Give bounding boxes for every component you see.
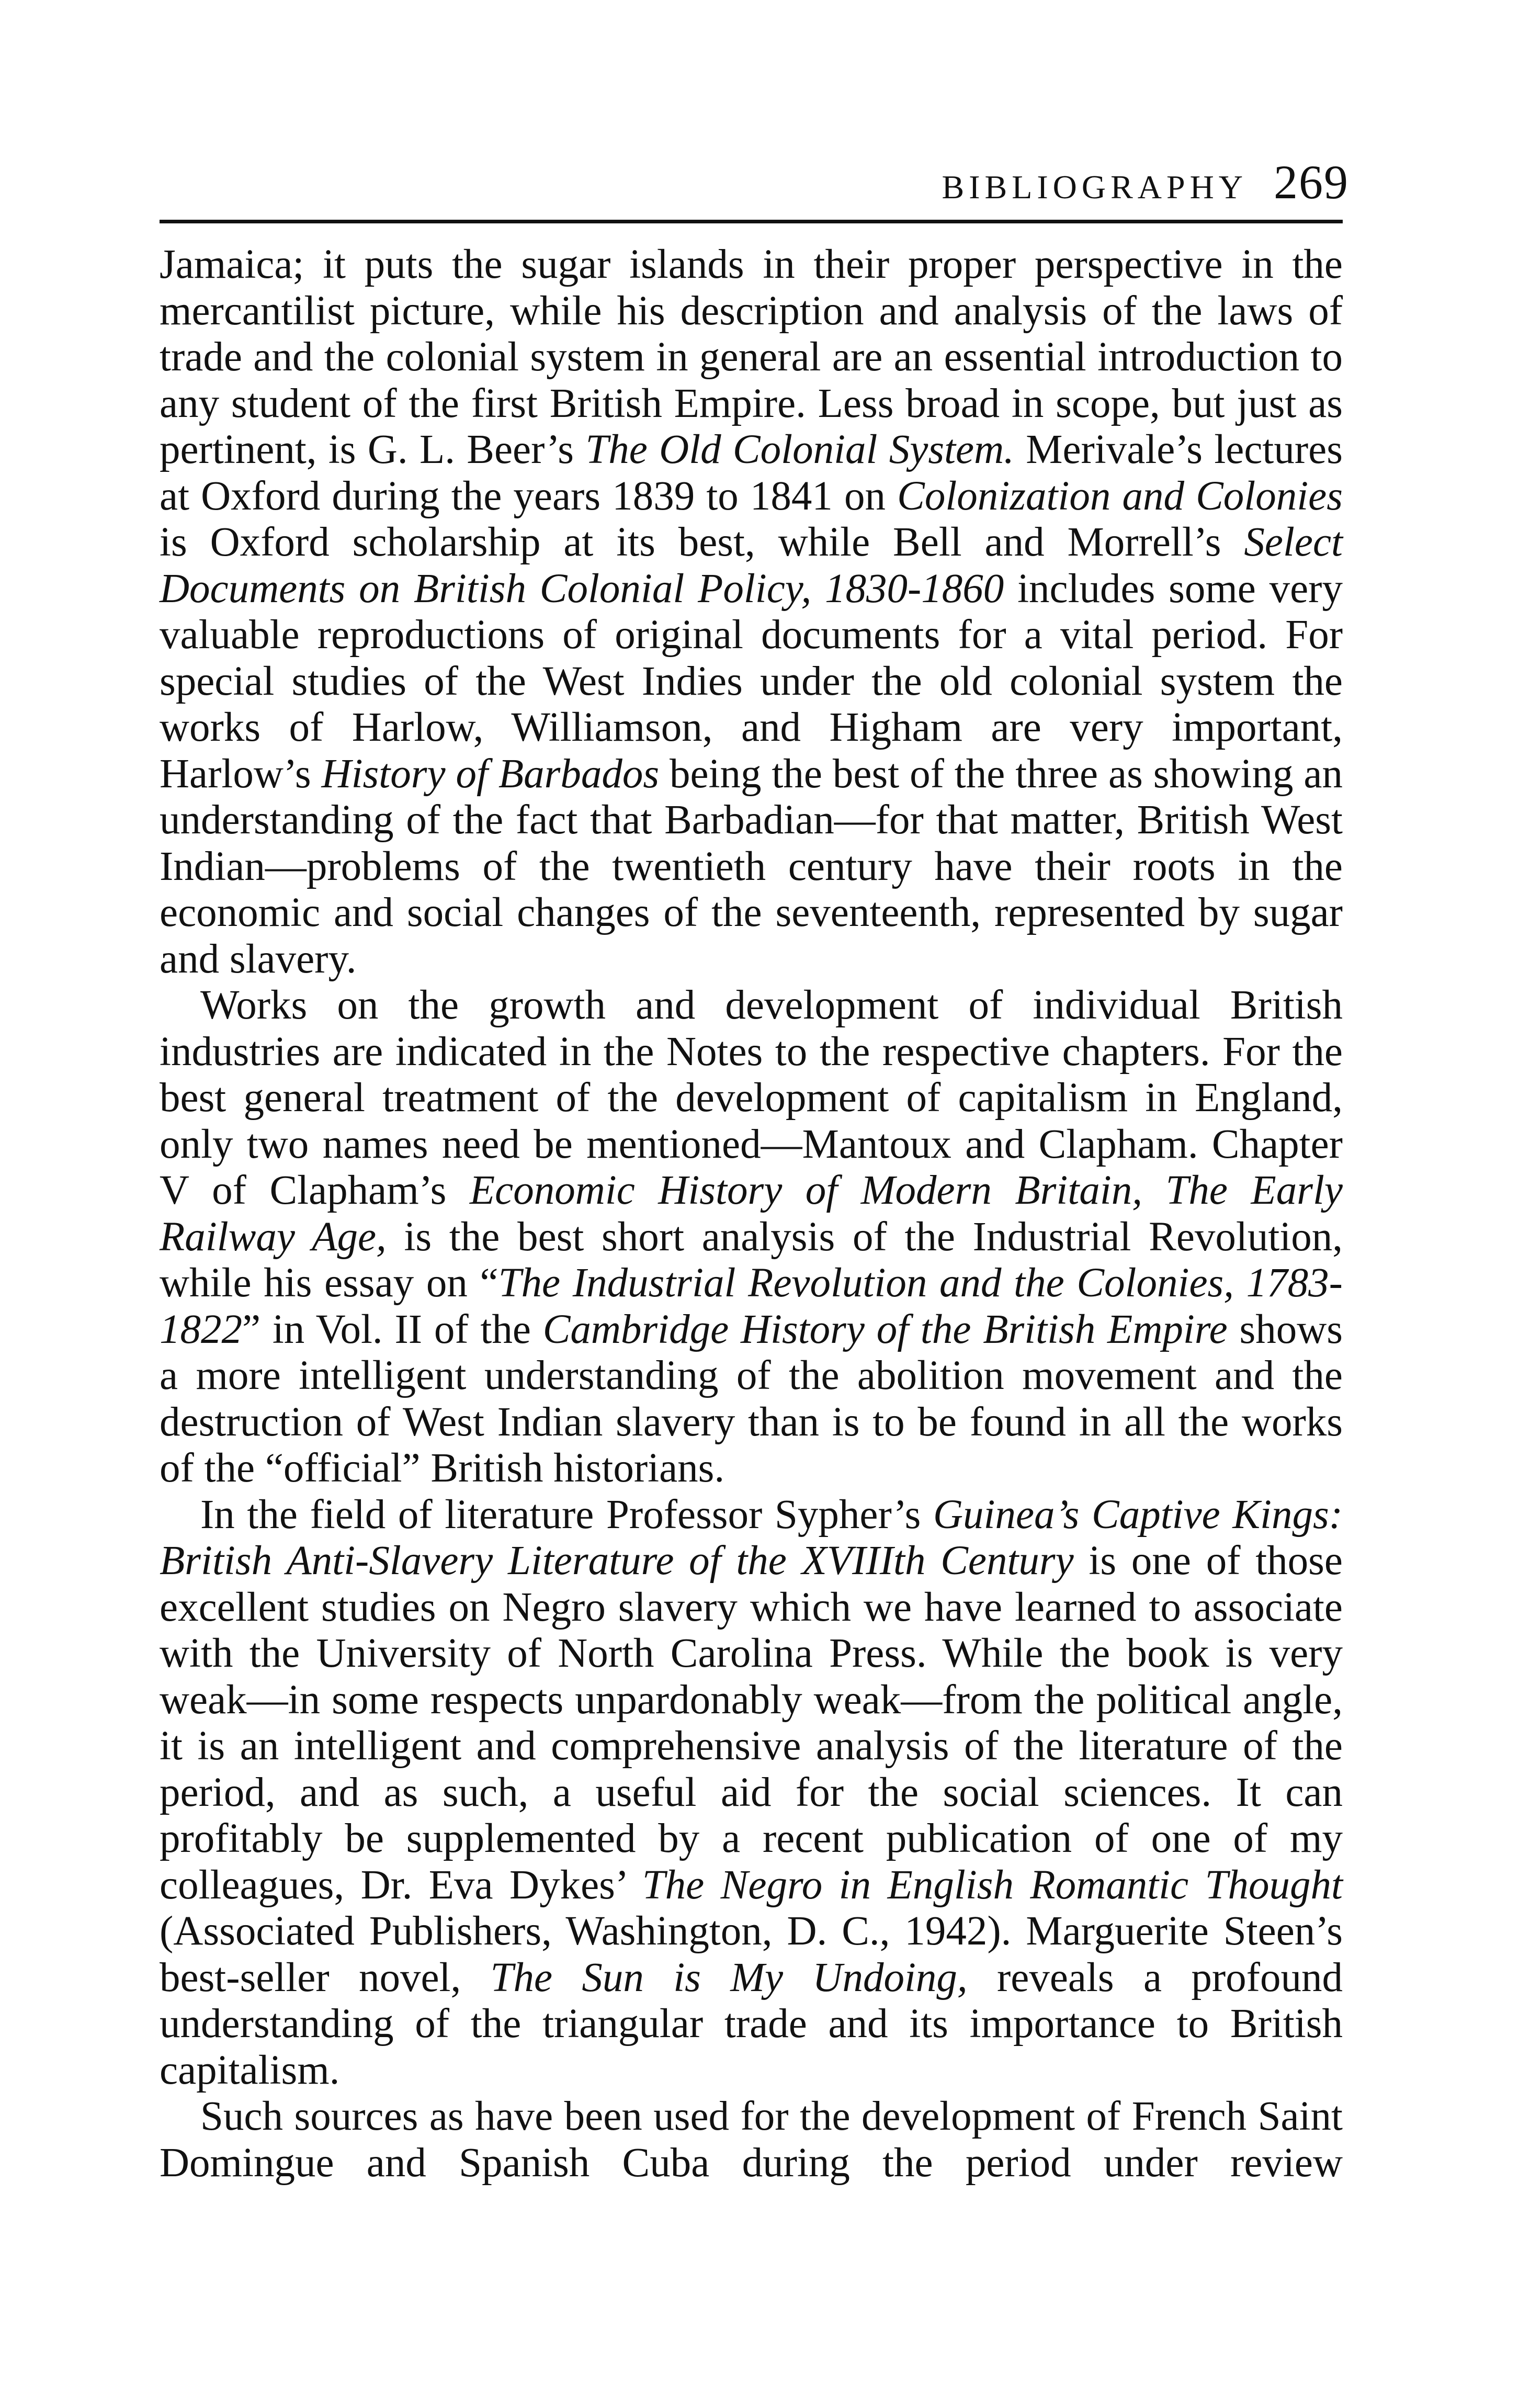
- book-title: The Negro in English Romantic Thought: [642, 1862, 1343, 1908]
- book-title: History of Barbados: [321, 751, 660, 797]
- book-title: Select Documents on British Colonial Policy, 1830-1860: [160, 519, 1343, 612]
- book-title: Cambridge History of the British Empire: [542, 1306, 1228, 1352]
- paragraph-text: reveals a profound understanding of the triangular trade and its importance to British capitalism.: [160, 1954, 1343, 2093]
- paragraph-text: ” in Vol. II of the: [242, 1306, 543, 1352]
- paragraph-text: is one of those excellent studies on Negro slavery which we have learned to associate with the University of North Carolina Press. While the book is very weak—in some respects unpardonably weak—from the political angle, it is an intelligent and comprehensive analysis of the literature of the period, and as such, a useful aid for the social sciences. It can profitably be supplemented by a recent publication of one of my colleagues, Dr. Eva Dykes’: [160, 1538, 1343, 1908]
- paragraph-text: (Associated Publishers, Washington, D. C., 1942). Marguerite Steen’s best-seller novel,: [160, 1908, 1343, 2000]
- section-title: BIBLIOGRAPHY: [942, 168, 1248, 206]
- paragraph-text: Jamaica; it puts the sugar islands in their proper perspective in the mercantilist picture, while his description and analysis of the laws of trade and the colonial system in general are an essential introduction to any student of the first British Empire. Less broad in scope, but just as pertinent, is G. L. Beer’s: [160, 242, 1343, 472]
- paragraph: [160, 1492, 1343, 2094]
- book-title: Colonization and Colonies: [897, 473, 1343, 519]
- running-head: [942, 154, 1349, 210]
- paragraph-text: Merivale’s lectures at Oxford during the years 1839 to 1841 on: [160, 427, 1343, 519]
- paragraph: [160, 982, 1343, 1492]
- book-title: The Industrial Revolution and the Colonies, 1783-1822: [160, 1260, 1343, 1352]
- paragraph-text: shows a more intelligent understanding of the abolition movement and the destruction of West Indian slavery than is to be found in all the works of the “official” British historians.: [160, 1306, 1343, 1491]
- paragraph-text: In the field of literature Professor Sypher’s: [200, 1491, 933, 1537]
- paragraph: [160, 242, 1343, 982]
- paragraph-text: Works on the growth and development of individual British industries are indicated in the Notes to the respective chapters. For the best general treatment of the development of capitalism in England, only two names need be mentioned—Mantoux and Clapham. Chapter V of Clapham’s: [160, 982, 1343, 1213]
- paragraph-text: is Oxford scholarship at its best, while Bell and Morrell’s: [160, 519, 1244, 565]
- book-title: The Sun is My Undoing,: [490, 1954, 968, 2000]
- page-number: 269: [1274, 155, 1349, 209]
- paragraph-text: includes some very valuable reproductions of original documents for a vital period. For special studies of the West Indies under the old colonial system the works of Harlow, Williamson, and Higham are very important, Harlow’s: [160, 566, 1343, 797]
- book-title: Economic History of Modern Britain, The Early Railway Age,: [160, 1168, 1343, 1260]
- paragraph-text: is the best short analysis of the Industrial Revolution, while his essay on “: [160, 1214, 1343, 1306]
- bibliography-body: [160, 242, 1343, 2186]
- header-rule: [160, 220, 1343, 223]
- paragraph-text: being the best of the three as showing an understanding of the fact that Barbadian—for that matter, British West Indian—problems of the twentieth century have their roots in the economic and social changes of the seventeenth, represented by sugar and slavery.: [160, 751, 1343, 982]
- book-title: The Old Colonial System.: [585, 427, 1014, 472]
- paragraph-text: Such sources as have been used for the development of French Saint Domingue and Spanish Cuba during the period under review: [160, 2094, 1343, 2186]
- book-title: Guinea’s Captive Kings: British Anti-Slavery Literature of the XVIIIth Century: [160, 1491, 1343, 1584]
- paragraph: [160, 2094, 1343, 2186]
